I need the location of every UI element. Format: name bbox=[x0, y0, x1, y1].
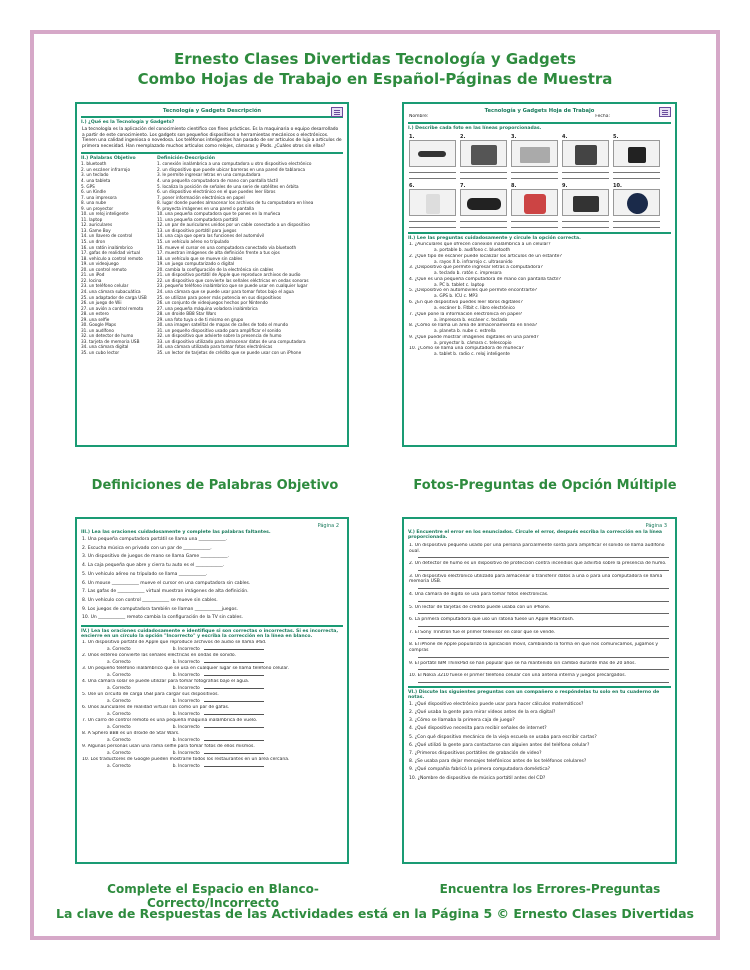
section-heading: II.) Lee las preguntas cuidadosamente y circule la opción correcta. bbox=[408, 236, 581, 241]
definition: 22. un dispositivo que convierte las señales eléctricas en ondas sonoras bbox=[157, 277, 309, 283]
answer-options: a. planeta b. nube c. estrella bbox=[434, 329, 496, 335]
option-incorrect: b. Incorrecto bbox=[172, 751, 200, 757]
target-word: 34. una cámara digital bbox=[81, 344, 129, 350]
answer-line bbox=[613, 172, 660, 173]
correction-line bbox=[204, 698, 264, 702]
definition: 35. un lector de tarjetas de crédito que se puede usar con un iPhone bbox=[157, 349, 302, 355]
correction-line bbox=[204, 763, 264, 767]
answer-options: a. escáner b. Fitbit c. libro electrónico bbox=[434, 305, 515, 311]
answer-options: a. rayos X b. infrarrojo c. ultrasonido bbox=[434, 259, 513, 265]
photo-number: 3. bbox=[511, 134, 517, 140]
target-word: 13. Game Boy bbox=[81, 227, 111, 233]
definition: 13. un dispositivo portátil para juegos bbox=[157, 227, 237, 233]
definition: 30. una imagen satelital de mapas de calles de todo el mundo bbox=[157, 322, 289, 328]
definition: 8. lugar donde puedes almacenar los archivos de tu computadora en línea bbox=[157, 200, 314, 206]
fill-blank-sentence: 9. Los juegos de computadora también se llaman ____________juegos. bbox=[82, 606, 239, 612]
definition: 14. una caja que opera las funciones del automóvil bbox=[157, 233, 265, 239]
photo-number: 8. bbox=[511, 183, 517, 189]
error-sentence: 5. Un lector de tarjetas de crédito puede usaba con un iPhone. bbox=[409, 604, 551, 610]
option-correct: a. Correcto bbox=[107, 673, 131, 679]
answer-line bbox=[613, 227, 660, 228]
statement: 8. A Sphero BB8 es un droide de Star Wars. bbox=[82, 731, 180, 737]
panel-title: Tecnología y Gadgets Descripción bbox=[162, 108, 262, 114]
discussion-question: 8. ¿Se usaba para dejar mensajes telefónicos antes de los teléfonos celulares? bbox=[409, 759, 587, 765]
discussion-question: 1. ¿Qué dispositivo electrónico puede usar para hacer cálculos matemáticos? bbox=[409, 701, 584, 707]
correction-line bbox=[204, 672, 264, 676]
divider bbox=[408, 122, 671, 124]
option-correct: a. Correcto bbox=[107, 686, 131, 692]
target-word: 23. un teléfono celular bbox=[81, 283, 129, 289]
worksheet-description-page bbox=[75, 102, 349, 447]
statement: 2. Unos estéreo convierte las señales eléctricas en ondas de sonido. bbox=[82, 653, 237, 659]
target-word: 31. un audífono bbox=[81, 327, 114, 333]
fill-blank-sentence: 5. Un vehículo aéreo no tripulado se llama ____________. bbox=[82, 571, 208, 577]
definition: 1. conexión inalámbrica a una computadora u otro dispositivo electrónico bbox=[157, 161, 312, 167]
target-word: 1. bluetooth bbox=[81, 161, 107, 167]
worksheet-photo-questions-page bbox=[402, 102, 677, 447]
correction-line bbox=[418, 570, 669, 571]
definition: 26. un conjunto de videojuegos hechos por Nintendo bbox=[157, 300, 268, 306]
target-word: 27. un avión a control remoto bbox=[81, 305, 144, 311]
discussion-question-list bbox=[404, 701, 675, 783]
correction-line bbox=[204, 724, 264, 728]
header-title-line2: Combo Hojas de Trabajo en Español-Páginas de Muestra bbox=[137, 70, 613, 88]
device-shape bbox=[573, 196, 599, 212]
definition: 11. una pequeña computadora portátil bbox=[157, 216, 239, 222]
device-shape bbox=[467, 198, 501, 210]
correction-line bbox=[204, 659, 264, 663]
correct-incorrect-options bbox=[77, 711, 347, 718]
book-icon bbox=[331, 107, 343, 117]
target-word: 14. un llavero de control bbox=[81, 233, 133, 239]
answer-line bbox=[613, 221, 660, 222]
device-photo bbox=[511, 189, 558, 216]
statement: 1. Un dispositivo portátil de Apple que reproduce archivos de audio se llama iPad. bbox=[82, 640, 267, 646]
discussion-question: 3. ¿Cómo se llamaba la primera caja de juego? bbox=[409, 718, 515, 724]
worksheet-errors-page bbox=[402, 517, 677, 864]
definition: 20. cambia la configuración de la electrónica sin cables bbox=[157, 266, 274, 272]
caption-photo-questions: Fotos-Preguntas de Opción Múltiple bbox=[413, 478, 677, 493]
question: 3. ¿Dispositivo que permite ingresar letras a computadora? bbox=[409, 265, 543, 271]
fill-blank-sentence: 1. Una pequeña computadora portátil se llama una ____________. bbox=[82, 537, 228, 542]
statement: 10. Los traductores de Google pueden mostrarle todos los restaurantes en un área cercana. bbox=[82, 757, 290, 763]
option-correct: a. Correcto bbox=[107, 660, 131, 666]
discussion-question: 2. ¿Qué usaba la gente para mirar videos antes de la era digital? bbox=[409, 709, 556, 715]
definition: 15. un vehículo aéreo no tripulado bbox=[157, 239, 230, 245]
correct-incorrect-options bbox=[77, 698, 347, 705]
answer-line bbox=[613, 178, 660, 179]
photo-number: 6. bbox=[409, 183, 415, 189]
error-sentence: 7. El Sony Trinitron fue el primer televisor en color que se vende. bbox=[409, 629, 556, 635]
option-incorrect: b. Incorrecto bbox=[172, 725, 200, 731]
divider bbox=[81, 116, 343, 118]
answer-line bbox=[409, 221, 456, 222]
definition: 28. un droide BB8 Star Wars bbox=[157, 311, 217, 317]
correct-incorrect-options bbox=[77, 646, 347, 653]
correction-line bbox=[204, 685, 264, 689]
definition: 10. una pequeña computadora que te pones en la muñeca bbox=[157, 211, 281, 217]
photo-number: 2. bbox=[460, 134, 466, 140]
divider bbox=[408, 686, 671, 688]
answer-line bbox=[460, 172, 507, 173]
discussion-question: 10. ¿Nombre de dispositivo de música portátil antes del CD? bbox=[409, 775, 546, 781]
photo-row bbox=[404, 181, 675, 230]
answer-line bbox=[460, 178, 507, 179]
question: 6. ¿En qué dispositivo puedes leer libros digitales? bbox=[409, 299, 523, 305]
correction-line bbox=[204, 750, 264, 754]
caption-definitions: Definiciones de Palabras Objetivo bbox=[91, 478, 339, 493]
correction-line bbox=[418, 638, 669, 639]
fill-blank-sentence: 7. Las gafas de ____________ virtual muestran imágenes de alta definición. bbox=[82, 589, 249, 595]
correct-incorrect-options bbox=[77, 685, 347, 692]
photo-item bbox=[562, 183, 609, 228]
section-heading: IV.) Lea las oraciones cuidadosamente e identifique si son correctas o incorrectas. Si es incorrecta, encierre en un círculo la opción "Incorrecto" y escriba la corrección en la línea en blanco. bbox=[81, 629, 339, 640]
target-word: 22. Iocina bbox=[81, 277, 102, 283]
target-word: 4. una tableta bbox=[81, 178, 111, 184]
photo-row bbox=[404, 132, 675, 181]
photo-number: 4. bbox=[562, 134, 568, 140]
definition-list bbox=[157, 161, 343, 355]
caption-fill-blank: Complete el Espacio en Blanco-Correcto/Incorrecto bbox=[107, 882, 319, 910]
error-sentence: 4. Una cámara de digito se usa para tomar fotos electrónicas. bbox=[409, 591, 549, 597]
target-word: 15. un dron bbox=[81, 239, 106, 245]
definition: 21. un dispositivo portátil de Apple que reproduce archivos de audio bbox=[157, 272, 301, 278]
date-label: Fecha: bbox=[595, 114, 610, 119]
answer-options: a. impresora b. escáner c. teclado bbox=[434, 317, 508, 323]
device-shape bbox=[628, 147, 646, 163]
option-incorrect: b. Incorrecto bbox=[172, 647, 200, 653]
answer-line bbox=[409, 172, 456, 173]
correct-incorrect-options bbox=[77, 737, 347, 744]
intro-paragraph: La tecnología es la aplicación del conocimiento científico con fines prácticos. Es la maquinaria o equipo desarrollado a partir de este conocimiento. Los gadgets son pequeños dispositivos o herramientas mecánicos o electrónicos. Tienen una calidad ingeniosa o novedosa. Los teléfonos inteligentes han pasado de ser artículos de lujo a artículos de primera necesidad. Han reemplazado muchos artículos como relojes, cámaras y iPods. ¿Cuáles otros sin ellas? bbox=[82, 127, 342, 149]
error-sentence-list bbox=[404, 543, 675, 683]
multiple-choice-list bbox=[404, 242, 675, 358]
definition: 7. poner información electrónica en papel bbox=[157, 194, 245, 200]
correct-incorrect-options bbox=[77, 672, 347, 679]
correction-line bbox=[204, 737, 264, 741]
answer-line bbox=[460, 221, 507, 222]
target-word: 17. gafas de realidad virtual bbox=[81, 250, 141, 256]
device-photo bbox=[409, 140, 456, 167]
question: 7. ¿Qué pone la información electrónica en papel? bbox=[409, 311, 523, 317]
correction-line bbox=[418, 557, 669, 558]
device-photo bbox=[562, 189, 609, 216]
definition: 6. un dispositivo electrónico en el que puedes leer libros bbox=[157, 189, 276, 195]
target-word: 18. vehículo a control remoto bbox=[81, 255, 143, 261]
correction-line bbox=[418, 669, 669, 670]
section-heading: VI.) Discute las siguientes preguntas con un compañero o respóndelas tu solo en tu cuaderno de notas. bbox=[408, 689, 660, 700]
target-word: 20. un control remoto bbox=[81, 266, 127, 272]
panel-title: Tecnología y Gadgets Hoja de Trabajo bbox=[484, 108, 595, 114]
option-incorrect: b. Incorrecto bbox=[172, 738, 200, 744]
photo-number: 1. bbox=[409, 134, 415, 140]
discussion-question: 6. ¿Qué utilizó la gente para contactarse con alguien antes del teléfono celular? bbox=[409, 742, 590, 748]
footer-answer-key: La clave de Respuestas de las Actividades está en la Página 5 © Ernesto Clases Divertidas bbox=[56, 906, 694, 921]
definition: 17. muestran imágenes de alta definición frente a tus ojos bbox=[157, 250, 280, 256]
answer-options: a. GPS b. ICU c. MP3 bbox=[434, 294, 478, 300]
answer-options: a. PC b. tablet c. laptop bbox=[434, 282, 485, 288]
device-shape bbox=[575, 145, 597, 165]
definition: 31. un pequeño dispositivo usado para amplificar el sonido bbox=[157, 327, 281, 333]
target-word: 28. un estero bbox=[81, 311, 109, 317]
statement: 5. Use un circuito de carga USB para cargar sus dispositivos. bbox=[82, 692, 219, 698]
page-number: Página 2 bbox=[317, 523, 339, 529]
option-incorrect: b. Incorrecto bbox=[172, 673, 200, 679]
section-heading: V.) Encuentre el error en los enunciados. Circule el error, después escriba la corrección en la línea proporcionada. bbox=[408, 530, 663, 540]
photo-item bbox=[460, 134, 507, 179]
option-correct: a. Correcto bbox=[107, 712, 131, 718]
target-word: 29. una selfie bbox=[81, 316, 110, 322]
correction-line bbox=[418, 601, 669, 602]
correction-line bbox=[204, 646, 264, 650]
fill-blank-sentence: 2. Escucha música en privado con un par de ____________. bbox=[82, 545, 212, 551]
definition: 23. pequeño teléfono inalámbrico que se puede usar en cualquier lugar bbox=[157, 283, 308, 289]
correction-line bbox=[418, 626, 669, 627]
device-shape bbox=[471, 145, 497, 165]
device-shape bbox=[418, 151, 446, 157]
definition: 2. un dispositivo que puede ubicar barreras en una pared de tablaroca bbox=[157, 166, 306, 172]
photo-number: 7. bbox=[460, 183, 466, 189]
name-label: Nombre: bbox=[409, 114, 429, 119]
target-word: 8. una nube bbox=[81, 200, 107, 206]
divider bbox=[81, 625, 343, 627]
statement: 6. Unos auriculares de realidad virtual son como un par de gafas. bbox=[82, 705, 230, 711]
option-incorrect: b. Incorrecto bbox=[172, 764, 200, 770]
target-word: 30. Google Maps bbox=[81, 322, 117, 328]
fill-blank-sentence: 10. Un ____________ remoto cambia la configuración de la TV sin cables. bbox=[82, 615, 244, 621]
option-correct: a. Correcto bbox=[107, 751, 131, 757]
definition: 24. una cámara que se puede usar para tomar fotos bajo el agua bbox=[157, 288, 294, 294]
correct-incorrect-options bbox=[77, 659, 347, 666]
photo-number: 5. bbox=[613, 134, 619, 140]
answer-line bbox=[562, 172, 609, 173]
target-word: 33. tarjeta de memoria USB bbox=[81, 338, 140, 344]
true-false-list bbox=[77, 640, 347, 770]
target-word: 11. laptop bbox=[81, 216, 103, 222]
definition: 4. una pequeña computadora de mano con pantalla táctil bbox=[157, 178, 278, 184]
correct-incorrect-options bbox=[77, 763, 347, 770]
answer-line bbox=[562, 221, 609, 222]
photo-item bbox=[613, 183, 660, 228]
definition: 5. localiza la posición de señales de una serie de satélites en órbita bbox=[157, 183, 299, 189]
target-word: 5. GPS bbox=[81, 183, 95, 189]
correction-line bbox=[418, 613, 669, 614]
question: 10. ¿Cómo se llama una computadora de muñeca? bbox=[409, 346, 524, 352]
correction-line bbox=[418, 657, 669, 658]
error-sentence: 6. La primera computadora que uso un ratona fuese un Apple Macintosh. bbox=[409, 617, 575, 623]
definition: 34. una cámara utilizada para tomar fotos electrónicas bbox=[157, 344, 273, 350]
photo-item bbox=[562, 134, 609, 179]
option-correct: a. Correcto bbox=[107, 699, 131, 705]
option-incorrect: b. Incorrecto bbox=[172, 660, 200, 666]
answer-line bbox=[409, 227, 456, 228]
correct-incorrect-options bbox=[77, 724, 347, 731]
correction-line bbox=[204, 711, 264, 715]
section-heading: I.) Describe cada foto en las líneas proporcionadas. bbox=[408, 126, 542, 131]
target-word: 3. un teclado bbox=[81, 172, 109, 178]
question: 2. ¿Qué tipo de escáner puede localizar los artículos de un estante? bbox=[409, 253, 562, 259]
target-word: 35. un cubo lector bbox=[81, 349, 120, 355]
target-word: 9. un proyector bbox=[81, 205, 114, 211]
definition: 12. un par de auriculares unidos por un cable conectado a un dispositivo bbox=[157, 222, 310, 228]
answer-line bbox=[562, 227, 609, 228]
target-word: 26. un juego de Wii bbox=[81, 300, 122, 306]
correct-incorrect-options bbox=[77, 750, 347, 757]
answer-line bbox=[562, 178, 609, 179]
device-photo bbox=[511, 140, 558, 167]
statement: 9. Algunas personas usan una rama selfie para tomar fotos de ellos mismos. bbox=[82, 744, 255, 750]
device-shape bbox=[627, 193, 648, 214]
photo-item bbox=[409, 134, 456, 179]
target-word: 25. un adaptador de carga USB bbox=[81, 294, 147, 300]
page-number: Página 3 bbox=[645, 523, 667, 529]
device-shape bbox=[520, 147, 550, 163]
device-photo bbox=[460, 140, 507, 167]
section-heading: III.) Lea las oraciones cuidadosamente y complete las palabras faltantes. bbox=[81, 530, 271, 535]
caption-find-errors: Encuentra los Errores-Preguntas bbox=[439, 882, 661, 896]
answer-line bbox=[511, 221, 558, 222]
question: 4. ¿Qué es una pequeña computadora de mano con pantalla táctil? bbox=[409, 276, 561, 282]
target-word: 10. un reloj inteligente bbox=[81, 211, 129, 217]
target-word: 19. un videojuego bbox=[81, 261, 119, 267]
discussion-question: 5. ¿Con qué dispositivo mecánico de la vieja escuela se usaba para escribir cartas? bbox=[409, 734, 597, 740]
correction-line bbox=[418, 588, 669, 589]
question: 9. ¿Qué puede mostrar imágenes digitales en una pared? bbox=[409, 334, 539, 340]
device-photo bbox=[613, 189, 660, 216]
question: 5. ¿Dispositivo en automóviles que permite encontrarte? bbox=[409, 288, 538, 294]
definition: 16. mueve el cursor en una computadora conectado vía bluetooth bbox=[157, 244, 297, 250]
device-shape bbox=[426, 194, 440, 214]
photo-item bbox=[511, 134, 558, 179]
definition: 9. proyecta imágenes en una pared o pantalla bbox=[157, 205, 254, 211]
target-word: 12. auriculares bbox=[81, 222, 113, 228]
worksheet-fill-blank-page bbox=[75, 517, 349, 864]
device-photo bbox=[562, 140, 609, 167]
option-correct: a. Correcto bbox=[107, 738, 131, 744]
answer-options: a. teclado b. ratón c. impresora bbox=[434, 271, 502, 277]
definition: 27. una pequeña máquina voladora inalámbrica bbox=[157, 305, 258, 311]
answer-line bbox=[511, 172, 558, 173]
definition: 29. una foto tuya o de ti mismo en grupo bbox=[157, 316, 244, 322]
photo-item bbox=[613, 134, 660, 179]
device-photo bbox=[613, 140, 660, 167]
error-sentence: 1. Un dispositivo pequeño usado por una persona parcialmente sorda para amplificar el sonido se llama audífono oual. bbox=[409, 543, 665, 554]
device-photo bbox=[409, 189, 456, 216]
answer-line bbox=[511, 178, 558, 179]
discussion-question: 7. ¿Primeros dispositivos portátiles de grabación de video? bbox=[409, 750, 542, 756]
answer-options: a. tablet b. radio c. reloj inteligente bbox=[434, 352, 510, 358]
column-heading-words: II.) Palabras Objetivo bbox=[81, 156, 136, 162]
section-heading: I.) ¿Qué es la Tecnología y Gadgets? bbox=[81, 120, 175, 125]
answer-line bbox=[511, 227, 558, 228]
photo-item bbox=[460, 183, 507, 228]
option-incorrect: b. Incorrecto bbox=[172, 712, 200, 718]
answer-options: a. portable b. audífono c. bluetooth bbox=[434, 248, 511, 253]
fill-blank-sentence: 4. La caja pequeña que abre y cierra tu auto es el ____________. bbox=[82, 563, 225, 569]
target-word: 2. un escáner infrarrojo bbox=[81, 166, 131, 172]
option-incorrect: b. Incorrecto bbox=[172, 686, 200, 692]
definition: 32. un dispositivo que advierte sobre la presencia de humo bbox=[157, 333, 282, 339]
option-correct: a. Correcto bbox=[107, 647, 131, 653]
target-word: 32. un detector de humo bbox=[81, 333, 134, 339]
photo-number: 10. bbox=[613, 183, 622, 189]
error-sentence: 9. El portátil IBM ThinkPad se han popular que se ha mantenido sin cambió durante más de 20 años. bbox=[409, 660, 636, 666]
correction-line bbox=[418, 682, 669, 683]
error-sentence: 8. El iPhone de Apple popularizó la aplicación móvil, cambiando la forma en que nos comunicamos, jugamos y compras bbox=[409, 642, 659, 653]
question: 8. ¿Cómo se llama un área de almacenamiento en línea? bbox=[409, 323, 538, 329]
error-sentence: 10. El Nokia 3210 fuese el primer teléfono celular con una antena interna y juegos precargados. bbox=[409, 673, 627, 679]
definition: 18. un vehículo que se mueve sin cables bbox=[157, 255, 243, 261]
fill-blank-sentence: 6. Un mouse ____________ mueve el cursor en una computadora sin cables. bbox=[82, 580, 251, 586]
target-word: 7. una impresora bbox=[81, 194, 117, 200]
word-list bbox=[81, 161, 157, 355]
statement: 7. Un carro de control remoto es una pequeña máquina inalámbrica de vuelo. bbox=[82, 718, 258, 724]
divider bbox=[81, 152, 343, 154]
fill-blank-sentence: 8. Un vehículo con control ____________ se mueve sin cables. bbox=[82, 597, 218, 603]
option-incorrect: b. Incorrecto bbox=[172, 699, 200, 705]
fill-blank-list bbox=[77, 536, 347, 623]
error-sentence: 2. Un detector de humo es un dispositivo de protección contra incendios que advirtió sobre la presencia de humo. bbox=[409, 561, 667, 567]
statement: 4. Una cámara solar se puede utilizar para tomar fotografías bajo el agua. bbox=[82, 679, 250, 685]
definition: 19. un juego computarizado o digital bbox=[157, 261, 235, 267]
definition: 33. un dispositivo utilizado para almacenar datos de una computadora bbox=[157, 338, 306, 344]
answer-options: a. proyector b. cámara c. telescopio bbox=[434, 340, 512, 346]
definition: 25. se utilizan para poner más potencia en sus dispositivos bbox=[157, 294, 282, 300]
question: 1. ¿Auriculares que ofrecen conexión inalámbrica a un celular? bbox=[409, 242, 551, 247]
column-heading-definitions: Definición-Descripción bbox=[157, 156, 216, 162]
target-word: 16. un ratón inalámbrico bbox=[81, 244, 133, 250]
fill-blank-sentence: 3. Un dispositivo de juegos de mano se llama Game ____________. bbox=[82, 554, 229, 560]
header-title-line1: Ernesto Clases Divertidas Tecnología y Gadgets bbox=[173, 50, 577, 68]
target-word: 6. un Kindle bbox=[81, 189, 106, 195]
discussion-question: 4. ¿Qué dispositivo necesita para recibir señales de internet? bbox=[409, 726, 547, 732]
target-word: 24. una cámara subacuática bbox=[81, 288, 141, 294]
device-photo bbox=[460, 189, 507, 216]
error-sentence: 3. Un dispositivo electrónico utilizado para almacenar o transferir datos a una o para una computadora se llama memoria USB. bbox=[409, 573, 663, 585]
statement: 3. Un pequeño teléfono inalámbrico que se usa en cualquier lugar se llama teléfono celular. bbox=[82, 666, 289, 672]
target-word: 21. un iPod bbox=[81, 272, 105, 278]
discussion-question: 9. ¿Qué compañía fabricó la primera computadora doméstica? bbox=[409, 767, 550, 773]
definition: 3. le permite ingresar letras en una computadora bbox=[157, 172, 261, 178]
option-correct: a. Correcto bbox=[107, 764, 131, 770]
answer-line bbox=[409, 178, 456, 179]
device-shape bbox=[524, 194, 546, 214]
book-icon bbox=[659, 107, 671, 117]
photo-number: 9. bbox=[562, 183, 568, 189]
answer-line bbox=[460, 227, 507, 228]
photo-item bbox=[409, 183, 456, 228]
option-correct: a. Correcto bbox=[107, 725, 131, 731]
photo-item bbox=[511, 183, 558, 228]
divider bbox=[408, 232, 671, 234]
